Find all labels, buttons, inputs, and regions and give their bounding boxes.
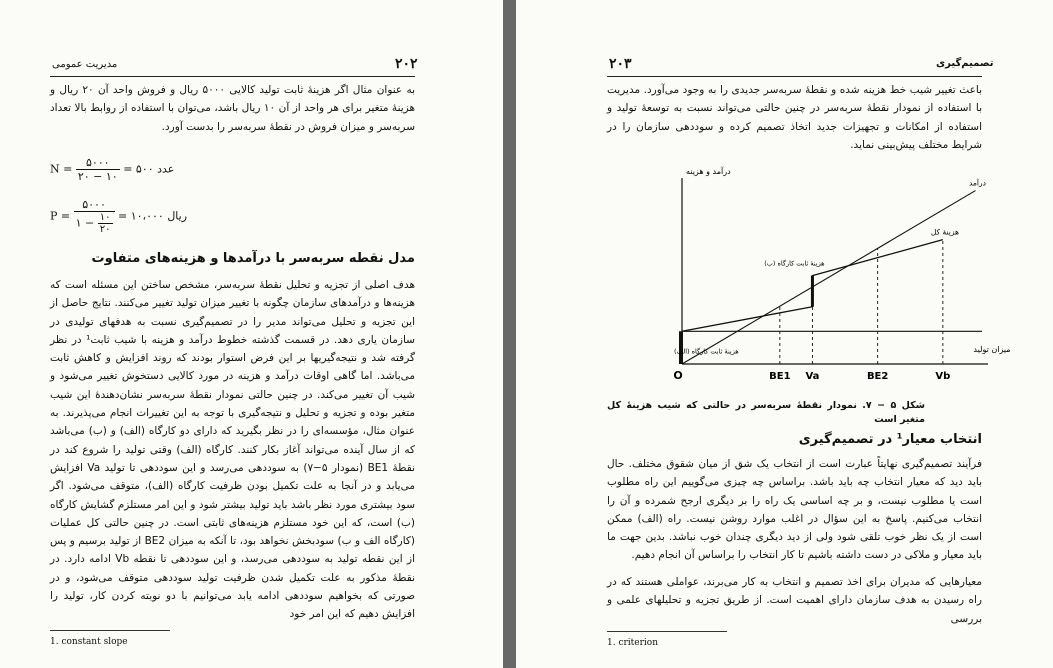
body-paragraph-2: معیارهایی که مدیران برای اخذ تصمیم و انتخاب به کار می‌برند، عواملی هستند که در راه رسیدن به هدف سازمان دارای اهمیت است. از طریق تجزیه و تحلیلهای علمی و بررسی (607, 576, 982, 625)
eq1-denominator: ۲۰ − ۱۰ (77, 170, 118, 183)
eq2-fraction (74, 198, 115, 235)
section-heading: انتخاب معیار¹ در تصمیم‌گیری (798, 432, 982, 447)
eq2-lhs: P = (50, 209, 71, 223)
x-tick-label: BE2 (866, 371, 889, 382)
eq2-inner-num: ۱۰ (99, 212, 111, 223)
break-even-chart (624, 167, 1011, 388)
page-number: ۲۰۳ (609, 56, 632, 72)
footnote-rule (607, 631, 727, 632)
intro-paragraph: به عنوان مثال اگر هزینهٔ ثابت تولید کالایی ۵۰۰۰ ریال و فروش واحد آن ۲۰ ریال و هزینهٔ متغیر برای هر واحد از آن ۱۰ ریال باشد، می‌توان با استفاده از روابط بالا تعداد سربه‌سر و میزان فروش در نقطهٔ سربه‌سر را بدست آورد. (50, 84, 415, 133)
section-heading: مدل نقطه سربه‌سر با درآمدها و هزینه‌های متفاوت (91, 251, 415, 266)
annotation-fixed-cost-a: هزینهٔ ثابت کارگاه (الف) (674, 347, 739, 356)
revenue-label: درآمد (968, 178, 986, 188)
equation-p (50, 198, 187, 235)
origin-label: O (673, 369, 683, 382)
running-title: مدیریت عمومی (52, 59, 118, 70)
x-tick-label: Vb (935, 371, 951, 382)
eq2-inner-fraction (98, 212, 113, 235)
left-page (0, 0, 503, 668)
right-page (516, 0, 1053, 668)
running-title: تصمیم‌گیری (936, 58, 994, 69)
x-tick-label: BE1 (769, 371, 791, 382)
footnote: 1. criterion (607, 638, 659, 648)
eq2-result: = ۱۰،۰۰۰ ریال (118, 209, 188, 223)
eq1-result: = ۵۰۰ عدد (123, 162, 175, 176)
eq1-lhs: N = (50, 162, 73, 176)
body-paragraph: هدف اصلی از تجزیه و تحلیل نقطهٔ سربه‌سر، مشخص ساختن این مسئله است که هزینه‌ها و درآمدهای سازمان چگونه با تغییر میزان تولید تغییر می‌کنند. نتایج حاصل از این تجزیه و تحلیل می‌تواند مدیر را در تصمیم‌گیری نسبت به هدفهای تولیدی در سازمان یاری دهد. در قسمت گذشته خطوط درآمد و هزینه با شیب ثابت¹ در نظر گرفته شد و نتیجه‌گیریها بر این فرض استوار بودند که روند افزایش و کاهش ثابت می‌باشد. اما گاهی اوقات درآمد و هزینه در مورد کالایی دستخوش تغییر می‌شود و شیب آن تغییر می‌کند. در چنین حالتی نمودار نقطهٔ سربه‌سر نشان‌دهندهٔ این شیب متغیر بوده و تجزیه و تحلیل و نتیجه‌گیری با توجه به این تغییرات انجام می‌پذیرند. به عنوان مثال، مؤسسه‌ای را در نظر بگیرید که دارای دو کارگاه (الف) و (ب) می‌باشد که از سال آینده می‌تواند آغاز بکار کنند. کارگاه (الف) وقتی تولید را شروع کند در نقطهٔ BE1 (نمودار ۵−۷) به سوددهی می‌رسد و این سوددهی تا تولید Va افزایش می‌یابد و در آنجا به علت تکمیل بودن ظرفیت کارگاه (الف)، متوقف می‌شود. اگر سود بیشتری مورد نظر باشد باید تولید بیشتر شود و این امر مستلزم گشایش کارگاه (ب) است، که این خود مستلزم هزینه‌های ثابتی است. در چنین حالتی کل عملیات (کارگاه الف و ب) سودبخش نخواهد بود، تا آنکه به میزان BE2 از تولید برسیم و پس از این نقطه تولید به سوددهی می‌رسد، و این سوددهی تا نقطه Vb ادامه دارد. در نقطهٔ مذکور به علت تکمیل شدن ظرفیت تولید سوددهی متوقف می‌شود، و در صورتی که بخواهیم سوددهی ادامه یابد می‌توانیم با دو نوبته کردن کار، تولید را افزایش دهیم که این امر خود (50, 279, 416, 621)
equation-n (50, 156, 174, 183)
eq2-inner-den: ۲۰ (99, 224, 111, 235)
header-rule (50, 76, 415, 77)
footnote: 1. constant slope (50, 637, 128, 647)
total-cost-label: هزینهٔ کل (930, 227, 959, 237)
chart-plot (673, 166, 1010, 382)
page-number: ۲۰۲ (395, 56, 418, 72)
footnote-rule (50, 630, 170, 631)
x-axis-label: میزان تولید (973, 345, 1011, 354)
eq1-fraction (76, 156, 120, 183)
intro-paragraph: باعث تغییر شیب خط هزینه شده و نقطهٔ سربه‌سر جدیدی را به وجود می‌آورد. مدیریت با استفاده از نمودار نقطهٔ سربه‌سر در چنین حالتی می‌تواند نسبت به توسعهٔ تولید و استفاده از امکانات و تجهیزات جدید اتخاذ تصمیم کرده و سوددهی سازمان را در شرایط مختلف پیش‌بینی نماید. (607, 84, 982, 151)
figure-caption: شکل ۵ − ۷. نمودار نقطهٔ سربه‌سر در حالتی که شیب هزینهٔ کل متغیر است (607, 400, 925, 425)
x-tick-label: Va (805, 371, 820, 382)
eq2-denominator (74, 212, 115, 235)
eq2-den-lead: ۱ − (75, 216, 95, 230)
revenue-line (682, 191, 975, 364)
annotation-fixed-cost-b: هزینهٔ ثابت کارگاه (ب) (764, 259, 825, 268)
y-axis-label: درآمد و هزینه (686, 167, 731, 176)
eq2-numerator: ۵۰۰۰ (74, 198, 115, 212)
eq1-numerator: ۵۰۰۰ (76, 156, 120, 170)
header-rule (607, 76, 982, 77)
body-paragraph: فرآیند تصمیم‌گیری نهایتاً عبارت است از انتخاب یک شق از میان شقوق مختلف. حال باید دید که معیار انتخاب چه باید باشد. براساس چه چیزی می‌گوییم این راه مطلوب است یا مطلوب نیست، و بر چه اساسی یک راه را بر دیگری ارجح شمرده و آن را انتخاب می‌کنیم. پاسخ به این سؤال در اغلب موارد روشن نیست. راه (الف) ممکن است از یک نظر خوب تلقی شود ولی از دید دیگری چندان خوب نباشد. بدین جهت ما باید معیار و ملاکی در دست داشته باشیم تا کار انتخاب را براساس آن انجام دهیم. (607, 458, 982, 562)
book-gutter (503, 0, 516, 668)
